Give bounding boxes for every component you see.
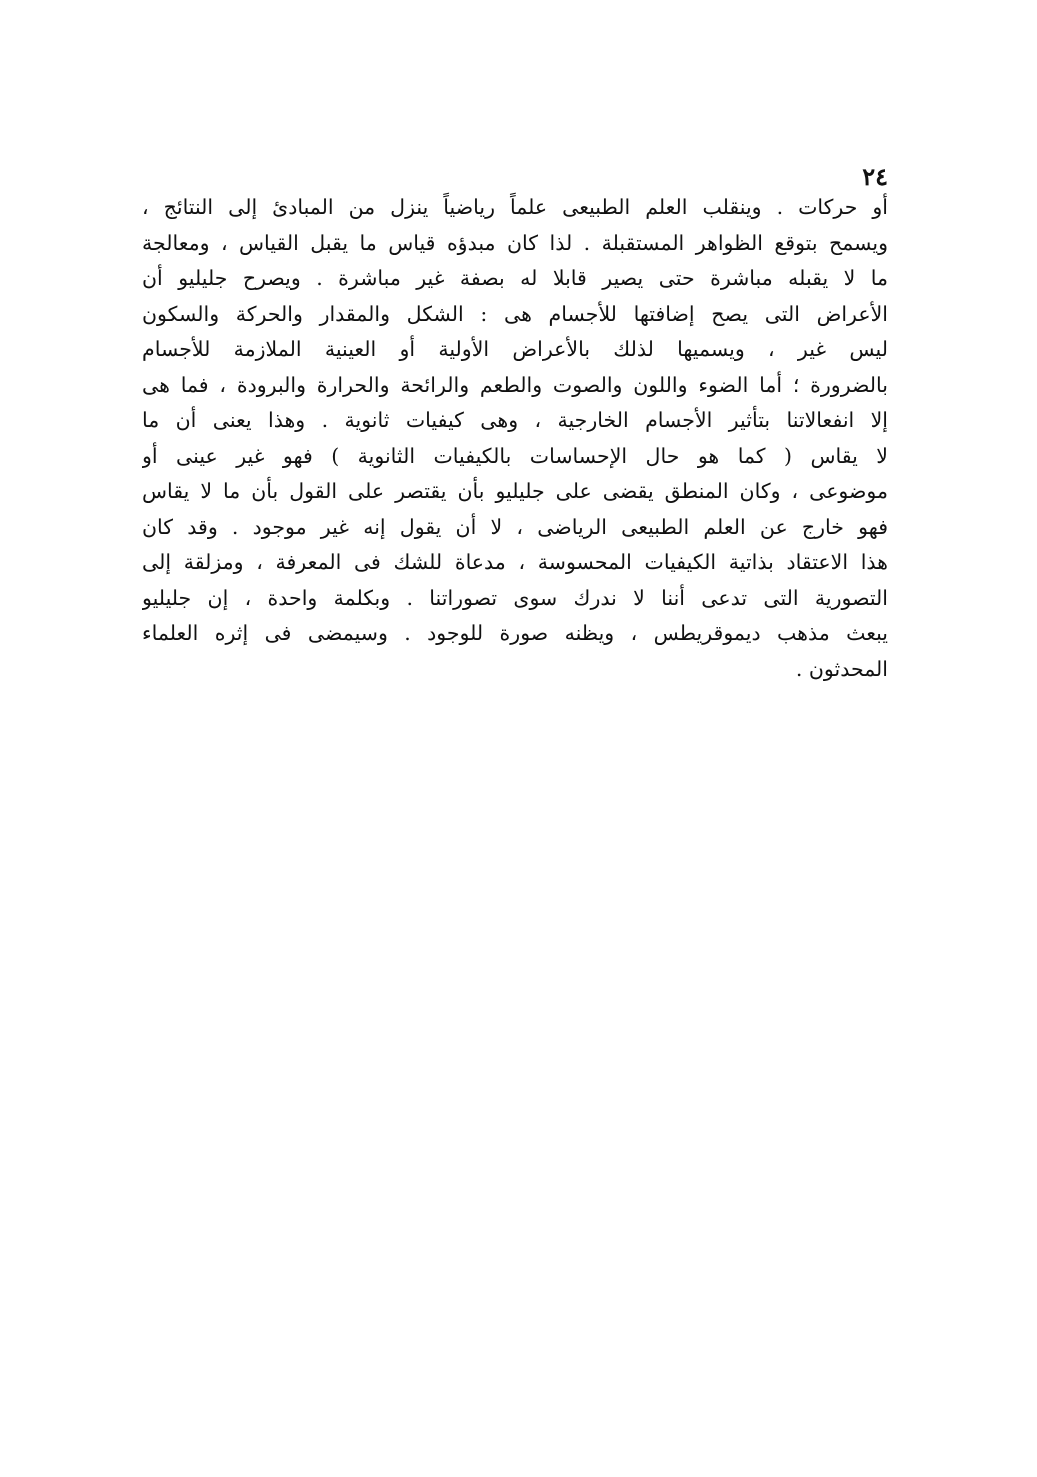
text-line: التصورية التى تدعى أننا لا ندرك سوى تصوراتنا . وبكلمة واحدة ، إن جليليو [142, 585, 888, 610]
text-line: الأعراض التى يصح إضافتها للأجسام هى : الشكل والمقدار والحركة والسكون [142, 301, 888, 326]
page-number: ٢٤ [862, 162, 888, 191]
text-line: ما لا يقبله مباشرة حتى يصير قابلا له بصفة غير مباشرة . ويصرح جليليو أن [142, 266, 888, 290]
text-line: موضوعى ، وكان المنطق يقضى على جليليو بأن يقتصر على القول بأن ما لا يقاس [142, 479, 888, 503]
text-line: بالضرورة ؛ أما الضوء واللون والصوت والطعم والرائحة والحرارة والبرودة ، فما هى [142, 372, 888, 397]
text-line: ليس غير ، ويسميها لذلك بالأعراض الأولية أو العينية الملازمة للأجسام [142, 337, 888, 361]
text-line: أو حركات . وينقلب العلم الطبيعى علماً رياضياً ينزل من المبادئ إلى النتائج ، [142, 195, 888, 219]
body-text [142, 190, 888, 687]
text-line: إلا انفعالاتنا بتأثير الأجسام الخارجية ، وهى كيفيات ثانوية . وهذا يعنى أن ما [142, 408, 888, 432]
text-line-last: المحدثون . [795, 656, 888, 681]
text-line: هذا الاعتقاد بذاتية الكيفيات المحسوسة ، مدعاة للشك فى المعرفة ، ومزلقة إلى [142, 550, 888, 574]
text-line: ويسمح بتوقع الظواهر المستقبلة . لذا كان مبدؤه قياس ما يقبل القياس ، ومعالجة [142, 230, 888, 255]
text-line: لا يقاس ( كما هو حال الإحساسات بالكيفيات الثانوية ) فهو غير عينى أو [142, 443, 888, 468]
text-line: يبعث مذهب ديموقريطس ، ويظنه صورة للوجود . وسيمضى فى إثره العلماء [142, 621, 888, 645]
text-line: فهو خارج عن العلم الطبيعى الرياضى ، لا أن يقول إنه غير موجود . وقد كان [142, 514, 888, 539]
